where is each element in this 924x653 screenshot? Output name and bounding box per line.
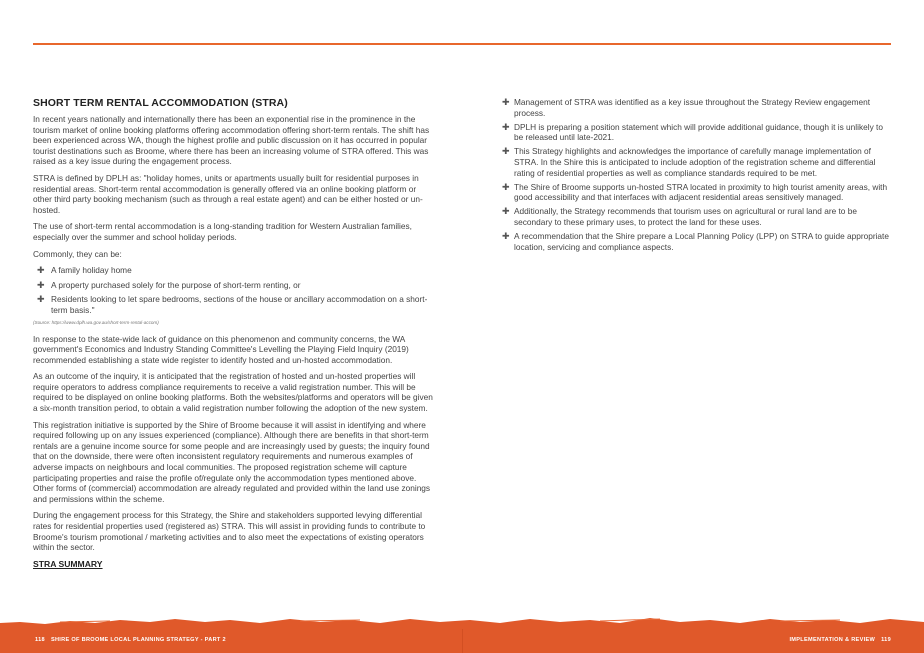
section-title: IMPLEMENTATION & REVIEW: [789, 637, 876, 643]
paragraph: As an outcome of the inquiry, it is anticipated that the registration of hosted and un-hosted properties will require operators to address compliance requirements to receive a valid registration number. This will be required to be displayed on online booking platforms. Both the websites/platforms and operators will be given a six-month transition period, to obtain a valid registration number following the adoption of the new system.: [33, 371, 433, 414]
list-item: [502, 97, 892, 118]
summary-list: [502, 97, 892, 252]
list-item-text: DPLH is preparing a position statement which will provide additional guidance, though it is unlikely to be released until late-2021.: [514, 121, 883, 143]
paragraph: This registration initiative is supported by the Shire of Broome because it will assist in identifying and where required following up on any issues experienced (compliance). Although there are benefits in that short-term rentals are a genuine income source for some people and are increasingly used by guests; the inquiry found that on the downside, there were often inconsistent regulatory requirements and numerous examples of adverse impacts on neighbours and local communities. The proposed registration scheme will capture participating properties and raise the profile of/regulate only the accommodation types mentioned above. Other forms of (commercial) accommodation are already regulated and provided within the land use zonings and permissions within the scheme.: [33, 419, 431, 504]
list-item: [502, 206, 892, 227]
section-heading: SHORT TERM RENTAL ACCOMMODATION (STRA): [33, 97, 288, 109]
left-column: [33, 97, 433, 569]
list-item-text: Residents looking to let spare bedrooms, sections of the house or ancillary accommodation on a short-term basis.": [51, 294, 428, 315]
plus-bullet-icon: ✚: [502, 97, 510, 107]
plus-bullet-icon: ✚: [502, 181, 510, 192]
document-title: SHIRE OF BROOME LOCAL PLANNING STRATEGY - PART 2: [50, 637, 226, 643]
paragraph: In recent years nationally and internationally there has been an exponential rise in the prominence in the tourism market of online booking platforms offering accommodation offering short-term rentals. The shift has been experienced across WA, though the highest profile and public discussion on it has occurred in popular tourist destinations such as Broome, where there has been an increasing volume of STRA offered. This was raised as a key issue during the engagement process.: [33, 114, 430, 167]
right-column: [502, 97, 892, 256]
list-item: [33, 265, 433, 276]
list-item: [502, 231, 892, 252]
plus-bullet-icon: ✚: [502, 231, 510, 242]
plus-bullet-icon: ✚: [502, 146, 510, 157]
list-item: [33, 294, 433, 315]
page-gutter-divider: [462, 629, 463, 653]
plus-bullet-icon: ✚: [37, 279, 45, 290]
list-item-text: The Shire of Broome supports un-hosted STRA located in proximity to high tourist amenity areas, with good accessibility and that interfaces with adjacent residential areas sensitively managed.: [514, 181, 888, 203]
plus-bullet-icon: ✚: [502, 206, 510, 217]
paragraph: STRA is defined by DPLH as: "holiday homes, units or apartments usually built for residential purposes in residential areas. Short-term rental accommodation is generally offered via an online booking platform or other third party booking mechanism (such as through a real estate agent) and can be either hosted or un-hosted.: [33, 172, 423, 215]
plus-bullet-icon: ✚: [37, 265, 45, 276]
source-citation: (Source: https://www.dplh.wa.gov.au/short-term-rental-accom): [33, 319, 159, 325]
list-item-text: Management of STRA was identified as a key issue throughout the Strategy Review engagement process.: [514, 97, 871, 118]
list-item: [502, 122, 892, 143]
list-item-text: A property purchased solely for the purpose of short-term renting, or: [51, 279, 301, 290]
paragraph: The use of short-term rental accommodation is a long-standing tradition for Western Australian families, especially over the summer and school holiday periods.: [33, 221, 412, 242]
summary-heading: STRA SUMMARY: [33, 558, 103, 569]
paragraph: During the engagement process for this Strategy, the Shire and stakeholders supported levying differential rates for residential properties used (registered as) STRA. This will assist in providing funds to contribute to Broome's tourism promotional / marketing activities and to also meet the expectations of existing operators within the sector.: [33, 510, 426, 553]
bullet-list: [33, 265, 433, 315]
list-item: [33, 280, 433, 291]
list-item-text: Additionally, the Strategy recommends that tourism uses on agricultural or rural land are to be secondary to these primary uses, to protect the land for these uses.: [514, 206, 857, 227]
footer-left: [35, 637, 226, 643]
page-number-left: 118: [35, 637, 45, 643]
list-item-text: A recommendation that the Shire prepare a Local Planning Policy (LPP) on STRA to guide appropriate location, servicing and compliance aspects.: [514, 231, 889, 252]
paragraph: Commonly, they can be:: [33, 248, 122, 259]
list-item-text: A family holiday home: [51, 265, 132, 276]
list-item-text: This Strategy highlights and acknowledges the importance of carefully manage implementation of STRA. In the Shire this is anticipated to include adoption of the registration scheme and differential rating of residential properties as well as compliance standards required to be met.: [514, 146, 876, 178]
list-item: [502, 182, 892, 203]
page-number-right: 119: [881, 637, 891, 643]
list-item: [502, 146, 892, 178]
plus-bullet-icon: ✚: [37, 294, 45, 305]
paragraph: In response to the state-wide lack of guidance on this phenomenon and community concerns, the WA government's Economics and Industry Standing Committee's Levelling the Playing Field Inquiry (2019) recommended establishing a state wide register to identify hosted and un-hosted accommodation.: [33, 333, 409, 365]
footer-right: [789, 637, 891, 643]
header-rule: [33, 43, 891, 45]
plus-bullet-icon: ✚: [502, 121, 510, 132]
